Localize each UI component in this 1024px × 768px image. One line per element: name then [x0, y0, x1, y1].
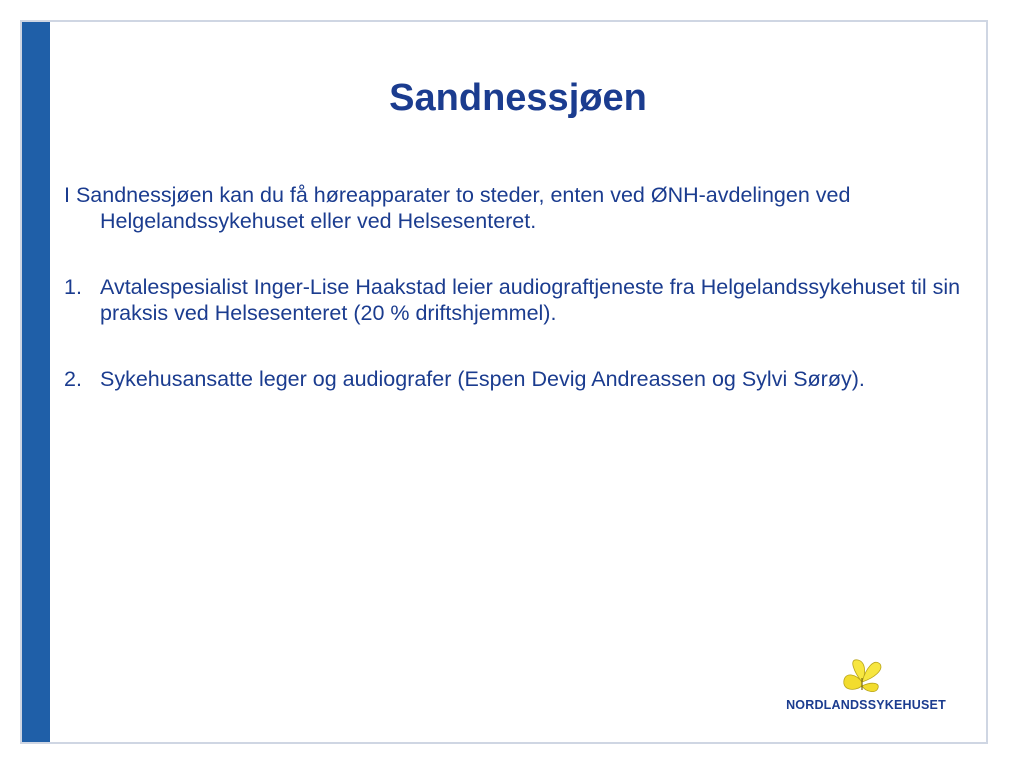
list-item-number: 2.: [64, 367, 82, 391]
slide-title: Sandnessjøen: [389, 77, 647, 119]
nordlandssykehuset-logo: [780, 656, 952, 718]
list-item: [64, 274, 974, 326]
list-item-text: Sykehusansatte leger og audiografer (Espen Devig Andreassen og Sylvi Sørøy).: [100, 367, 865, 391]
butterfly-icon: [840, 656, 884, 696]
list-item: [64, 366, 974, 392]
intro-paragraph: I Sandnessjøen kan du få høreapparater to steder, enten ved ØNH-avdelingen ved Helgelandssykehuset eller ved Helsesenteret.: [64, 183, 851, 233]
logo-text: NORDLANDSSYKEHUSET: [786, 698, 946, 712]
slide-body: [64, 182, 974, 432]
slide: [20, 20, 988, 744]
accent-side-bar: [22, 22, 50, 742]
list-item-text: Avtalespesialist Inger-Lise Haakstad leier audiograftjeneste fra Helgelandssykehuset til sin praksis ved Helsesenteret (20 % driftshjemmel).: [100, 275, 961, 325]
list-item-number: 1.: [64, 275, 82, 299]
